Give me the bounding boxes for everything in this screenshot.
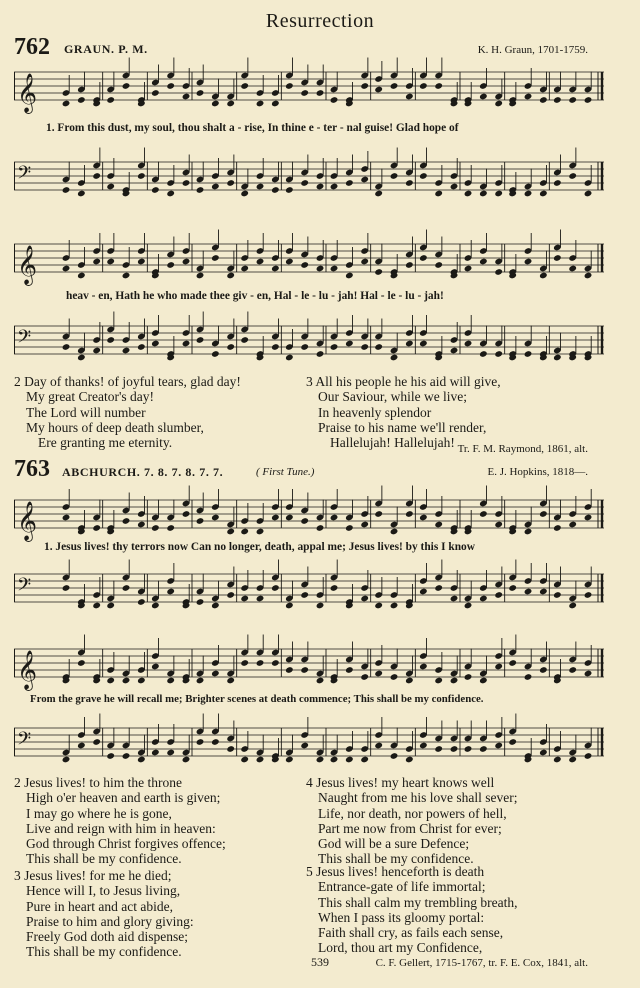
- hymn-762-system-1-bass: [14, 158, 604, 202]
- verse-line: Life, nor death, nor powers of hell,: [318, 805, 507, 821]
- verse-line: High o'er heaven and earth is given;: [26, 790, 221, 806]
- svg-text:𝄢: 𝄢: [17, 327, 32, 352]
- hymn-763-verse-2: [14, 775, 226, 867]
- svg-text:𝄢: 𝄢: [17, 575, 32, 600]
- hymn-763-tune-note: ( First Tune.): [256, 466, 315, 478]
- hymn-763-translator: C. F. Gellert, 1715-1767, tr. F. E. Cox, 1841, alt.: [375, 957, 588, 969]
- hymn-763-system-1-bass: [14, 570, 604, 614]
- verse-line: Freely God doth aid dispense;: [26, 929, 188, 945]
- hymn-762-translator: Tr. F. M. Raymond, 1861, alt.: [457, 443, 588, 455]
- hymn-763-tune-name: [62, 465, 223, 480]
- svg-text:𝄞: 𝄞: [17, 650, 38, 690]
- hymn-762-system-1-treble: [14, 68, 604, 112]
- verse-line: This shall be my confidence.: [26, 851, 182, 867]
- page-number: 539: [311, 955, 329, 969]
- hymn-763-meter: 7. 8. 7. 8. 7. 7.: [144, 465, 224, 479]
- hymn-762-tune-name: [64, 42, 148, 57]
- verse-line: Ere granting me eternity.: [38, 435, 173, 451]
- verse-line: 5 Jesus lives! henceforth is death: [306, 864, 485, 879]
- verse-line: In heavenly splendor: [318, 404, 432, 420]
- svg-text:𝄞: 𝄞: [17, 501, 38, 541]
- hymn-762-system-2-treble: [14, 240, 604, 284]
- verse-line: 3 All his people he his aid will give,: [306, 374, 501, 389]
- svg-text:𝄞: 𝄞: [17, 73, 38, 113]
- verse-line: My great Creator's day!: [26, 389, 155, 405]
- verse-line: Live and reign with him in heaven:: [26, 820, 216, 836]
- verse-line: When I pass its gloomy portal:: [318, 909, 485, 925]
- verse-line: The Lord will number: [26, 404, 146, 420]
- verse-line: Entrance-gate of life immortal;: [318, 879, 486, 895]
- svg-text:𝄞: 𝄞: [17, 245, 38, 285]
- hymn-763-system-1-treble: [14, 496, 604, 540]
- verse-line: Part me now from Christ for ever;: [318, 820, 502, 836]
- svg-text:𝄢: 𝄢: [17, 163, 32, 188]
- hymn-763-verse-4: [306, 775, 517, 867]
- verse-line: 4 Jesus lives! my heart knows well: [306, 775, 495, 790]
- hymn-763-verse-3: [14, 868, 194, 960]
- verse-line: 2 Jesus lives! to him the throne: [14, 775, 182, 790]
- verse-line: Naught from me his love shall sever;: [318, 790, 518, 806]
- verse-line: Pure in heart and act abide,: [26, 898, 173, 914]
- page-heading: Resurrection: [265, 10, 375, 32]
- verse-line: 2 Day of thanks! of joyful tears, glad day!: [14, 374, 241, 389]
- hymn-762-meter: P. M.: [118, 42, 148, 56]
- verse-line: God through Christ forgives offence;: [26, 836, 226, 852]
- hymn-762-lyric-line-2: heav - en, Hath he who made thee giv - en, Hal - le - lu - jah! Hal - le - lu - jah!: [66, 290, 444, 302]
- hymn-762-system-2-bass: [14, 322, 604, 366]
- verse-line: Lord, thou art my Confidence,: [318, 940, 483, 956]
- verse-line: My hours of deep death slumber,: [26, 419, 204, 435]
- hymn-762-lyric-line-1: 1. From this dust, my soul, thou shalt a - rise, In thine e - ter - nal guise! Glad hope of: [46, 122, 459, 134]
- hymn-763-system-2-bass: [14, 724, 604, 768]
- verse-line: Our Saviour, while we live;: [318, 389, 468, 405]
- hymn-763-lyric-line-1: 1. Jesus lives! thy terrors now Can no longer, death, appal me; Jesus lives! by this I know: [44, 541, 475, 553]
- hymn-762-verse-3: [306, 374, 501, 450]
- hymn-763-lyric-line-2: From the grave he will recall me; Brighter scenes at death commence; This shall be my confidence.: [30, 693, 484, 705]
- hymn-763-system-2-treble: [14, 645, 604, 689]
- verse-line: Faith shall cry, as fails each sense,: [318, 925, 504, 941]
- hymn-762-number: 762: [14, 34, 50, 60]
- verse-line: God will be a sure Defence;: [318, 836, 470, 852]
- hymn-763-verse-5: [306, 864, 517, 956]
- hymn-762-composer: K. H. Graun, 1701-1759.: [477, 44, 588, 56]
- hymn-763-tune: ABCHURCH.: [62, 465, 141, 479]
- hymn-762-verse-2: [14, 374, 241, 450]
- verse-line: Hence will I, to Jesus living,: [26, 883, 181, 899]
- hymn-763-composer: E. J. Hopkins, 1818—.: [487, 466, 588, 478]
- verse-line: I may go where he is gone,: [26, 805, 172, 821]
- hymn-763-number: 763: [14, 456, 50, 482]
- verse-line: This shall calm my trembling breath,: [318, 894, 518, 910]
- verse-line: Hallelujah! Hallelujah!: [330, 435, 455, 451]
- svg-text:𝄢: 𝄢: [17, 729, 32, 754]
- verse-line: 3 Jesus lives! for me he died;: [14, 868, 172, 883]
- verse-line: This shall be my confidence.: [26, 944, 182, 960]
- hymn-762-tune: GRAUN.: [64, 42, 115, 56]
- verse-line: Praise to his name we'll render,: [318, 419, 487, 435]
- verse-line: Praise to him and glory giving:: [26, 913, 194, 929]
- verse-line: This shall be my confidence.: [318, 851, 474, 867]
